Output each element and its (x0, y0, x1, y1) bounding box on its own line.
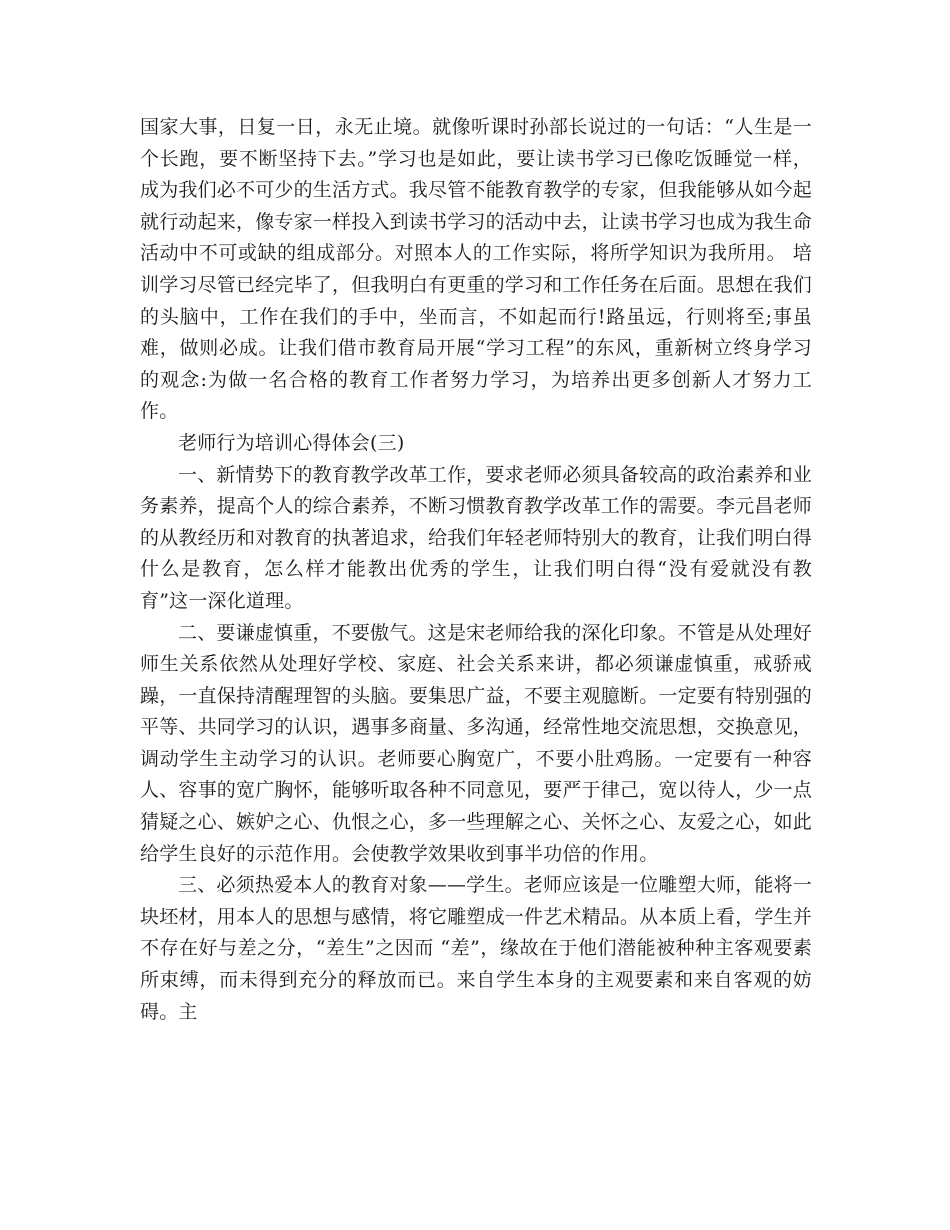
paragraph-point-one: 一、新情势下的教育教学改革工作，要求老师必须具备较高的政治素养和业务素养，提高个人的综合素养，不断习惯教育教学改革工作的需要。李元昌老师的从教经历和对教育的执著追求，给我们年轻老师特别大的教育，让我们明白得什么是教育，怎么样才能教出优秀的学生，让我们明白得“没有爱就没有教育”这一深化道理。 (140, 463, 813, 612)
section-heading: 老师行为培训心得体会(三) (178, 431, 405, 454)
document-page (140, 112, 812, 1028)
paragraph-continuation: 国家大事，日复一日，永无止境。就像听课时孙部长说过的一句话：“人生是一个长跑，要不断坚持下去。”学习也是如此，要让读书学习已像吃饭睡觉一样，成为我们必不可少的生活方式。我尽管不能教育教学的专家，但我能够从如今起就行动起来，像专家一样投入到读书学习的活动中去，让读书学习也成为我生命活动中不可或缺的组成部分。对照本人的工作实际，将所学知识为我所用。 培训学习尽管已经完毕了，但我明白有更重的学习和工作任务在后面。思想在我们的头脑中，工作在我们的手中，坐而言，不如起而行!路虽远，行则将至;事虽难，做则必成。让我们借市教育局开展“学习工程”的东风，重新树立终身学习的观念:为做一名合格的教育工作者努力学习，为培养出更多创新人才努力工作。 (140, 116, 813, 423)
paragraph-point-two: 二、要谦虚慎重，不要傲气。这是宋老师给我的深化印象。不管是从处理好师生关系依然从处理好学校、家庭、社会关系来讲，都必须谦虚慎重，戒骄戒躁，一直保持清醒理智的头脑。要集思广益，不要主观臆断。一定要有特别强的平等、共同学习的认识，遇事多商量、多沟通，经常性地交流思想，交换意见，调动学生主动学习的认识。老师要心胸宽广，不要小肚鸡肠。一定要有一种容人、容事的宽广胸怀，能够听取各种不同意见，要严于律己，宽以待人，少一点猜疑之心、嫉妒之心、仇恨之心，多一些理解之心、关怀之心、友爱之心，如此给学生良好的示范作用。会使教学效果收到事半功倍的作用。 (140, 621, 813, 865)
paragraph-point-three: 三、必须热爱本人的教育对象——学生。老师应该是一位雕塑大师，能将一块坯材，用本人的思想与感情，将它雕塑成一件艺术精品。从本质上看，学生并不存在好与差之分，“差生”之因而 “差”，缘故在于他们潜能被种种主客观要素所束缚，而未得到充分的释放而已。来自学生本身的主观要素和来自客观的妨碍。主 (140, 874, 813, 1023)
